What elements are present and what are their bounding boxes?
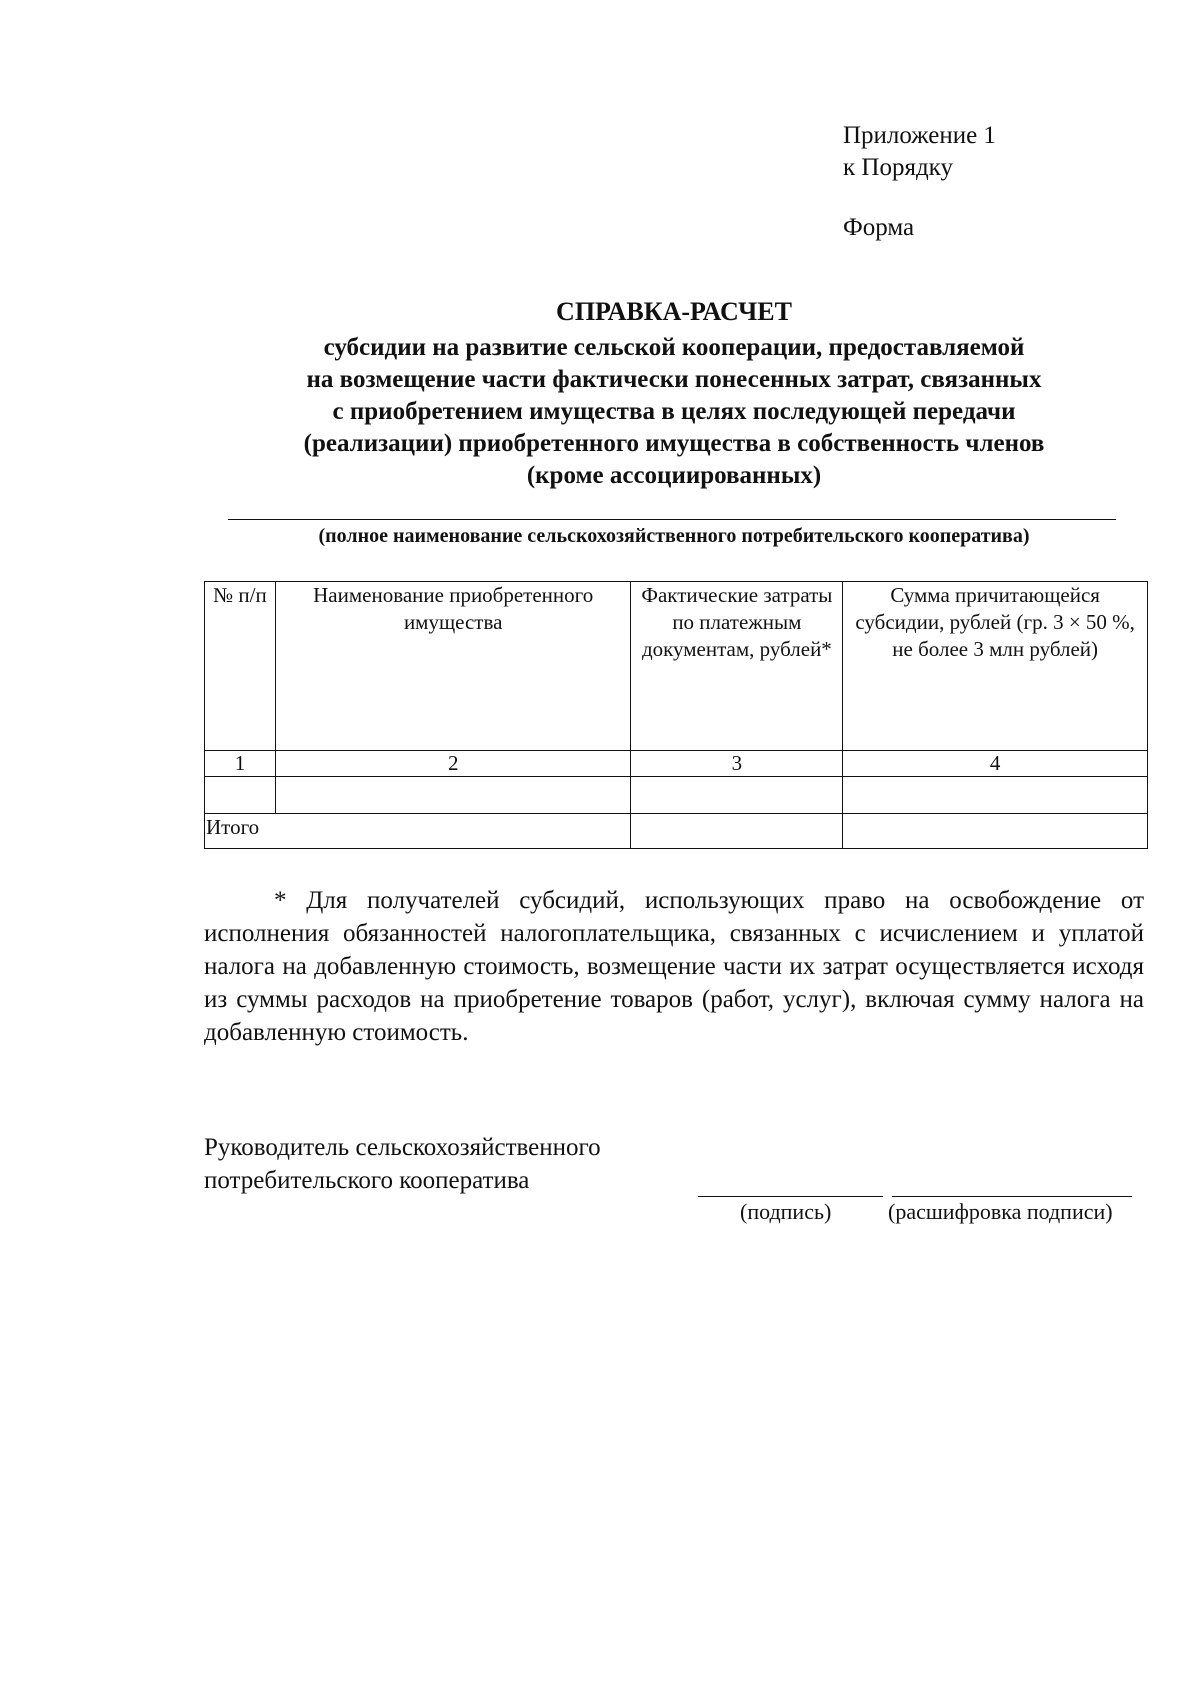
header-property-name: Наименование приобретенного имущества bbox=[275, 582, 631, 751]
form-label: Форма bbox=[843, 214, 915, 241]
signer-title bbox=[204, 1131, 601, 1197]
table-row bbox=[205, 777, 1148, 814]
signer-line-1: Руководитель сельскохозяйственного bbox=[204, 1134, 601, 1161]
header-actual-costs: Фактические затраты по платежным документам, рублей* bbox=[631, 582, 843, 751]
cell-property-name[interactable] bbox=[275, 777, 631, 814]
cell-actual-costs[interactable] bbox=[631, 777, 843, 814]
column-number: 1 bbox=[205, 751, 276, 777]
header-number: № п/п bbox=[205, 582, 276, 751]
total-row bbox=[205, 814, 1148, 849]
column-number: 3 bbox=[631, 751, 843, 777]
total-label: Итого bbox=[205, 814, 631, 849]
title-line-2: на возмещение части фактически понесенных затрат, связанных bbox=[306, 366, 1042, 393]
appendix-reference bbox=[843, 120, 996, 184]
total-actual-costs[interactable] bbox=[631, 814, 843, 849]
title-line-3: с приобретением имущества в целях последующей передачи bbox=[332, 398, 1016, 425]
column-number: 2 bbox=[275, 751, 631, 777]
calculation-table bbox=[204, 581, 1148, 849]
footnote: * Для получателей субсидий, использующих право на освобождение от исполнения обязанностей налогоплательщика, связанных с исчислением и уплатой налога на добавленную стоимость, возмещение части их затрат осуществляется исходя из суммы расходов на приобретение товаров (работ, услуг), включая сумму налога на добавленную стоимость. bbox=[204, 887, 1144, 1046]
signature-field[interactable] bbox=[698, 1196, 883, 1197]
document-title bbox=[200, 296, 1148, 492]
title-line-1: субсидии на развитие сельской кооперации, предоставляемой bbox=[323, 334, 1025, 361]
signature-caption: (подпись) bbox=[740, 1199, 832, 1224]
table-header-row bbox=[205, 582, 1148, 751]
total-subsidy-amount[interactable] bbox=[843, 814, 1148, 849]
appendix-line-1: Приложение 1 bbox=[843, 122, 996, 149]
column-numbers-row bbox=[205, 751, 1148, 777]
title-line-5: (кроме ассоциированных) bbox=[526, 462, 822, 489]
signature-decoding-caption: (расшифровка подписи) bbox=[888, 1199, 1113, 1224]
appendix-line-2: к Порядку bbox=[843, 154, 953, 181]
cooperative-name-caption: (полное наименование сельскохозяйственного потребительского кооператива) bbox=[318, 525, 1030, 547]
header-subsidy-amount: Сумма причитающейся субсидии, рублей (гр. 3 × 50 %, не более 3 млн рублей) bbox=[843, 582, 1148, 751]
column-number: 4 bbox=[843, 751, 1148, 777]
signature-decoding-field[interactable] bbox=[892, 1196, 1132, 1197]
cell-subsidy-amount[interactable] bbox=[843, 777, 1148, 814]
cooperative-name-field[interactable] bbox=[228, 519, 1116, 520]
title-line-4: (реализации) приобретенного имущества в собственность членов bbox=[303, 430, 1045, 457]
signer-line-2: потребительского кооператива bbox=[204, 1167, 530, 1194]
cell-number[interactable] bbox=[205, 777, 276, 814]
title-main: СПРАВКА-РАСЧЕТ bbox=[556, 297, 792, 326]
